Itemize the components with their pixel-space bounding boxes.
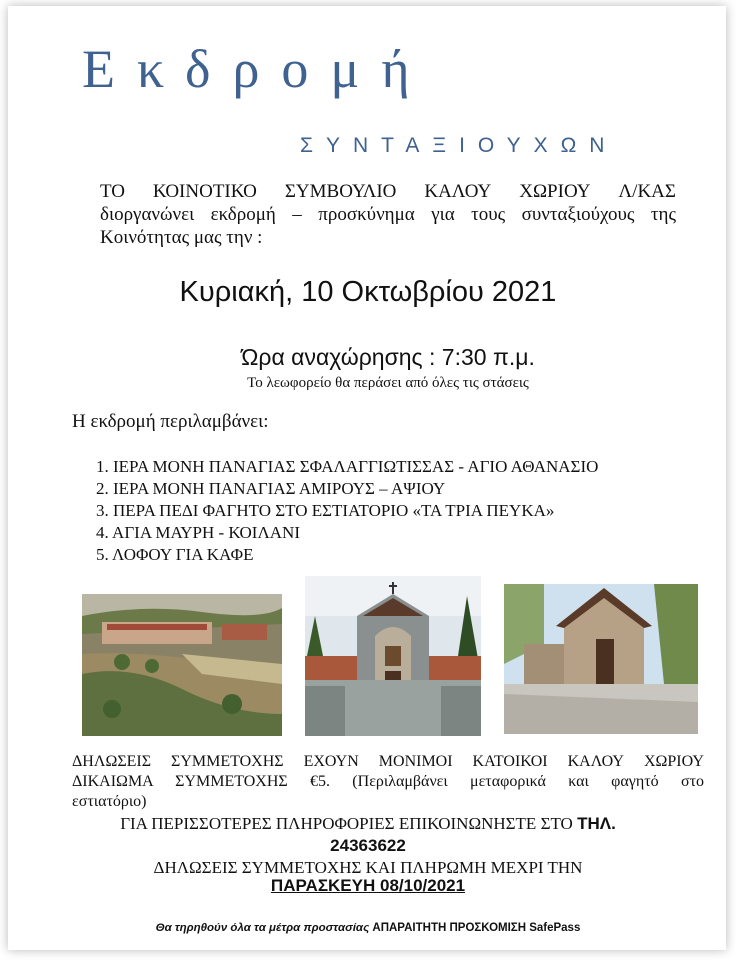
flyer-title: Εκδρομή <box>82 39 432 99</box>
terms-word: ΜΟΝΙΜΟΙ <box>378 753 453 770</box>
tel-label: ΤΗΛ. <box>577 814 616 833</box>
monastery-aerial-photo <box>82 594 282 736</box>
intro-word: Λ/ΚΑΣ <box>618 181 676 202</box>
intro-word: ΧΩΡΙΟΥ <box>519 181 591 202</box>
footer-note <box>0 922 736 934</box>
terms-line-2: ΔΙΚΑΙΩΜΑ ΣΥΜΜΕΤΟΧΗΣ €5. (Περιλαμβάνει μεταφορικά και φαγητό στο <box>72 773 704 790</box>
intro-word: ΤΟ <box>100 181 125 202</box>
terms-word: ΚΑΤΟΙΚΟΙ <box>472 753 548 770</box>
chapel-photo <box>504 584 698 734</box>
list-item: 1. ΙΕΡΑ ΜΟΝΗ ΠΑΝΑΓΙΑΣ ΣΦΑΛΑΓΓΙΩΤΙΣΣΑΣ - ΑΓΙΟ ΑΘΑΝΑΣΙΟ <box>96 457 599 476</box>
intro-word: ΣΥΜΒΟΥΛΙΟ <box>284 181 397 202</box>
itinerary-list <box>96 456 598 566</box>
intro-line-3: Κοινότητας μας την : <box>100 227 263 248</box>
terms-word: ΧΩΡΙΟΥ <box>643 753 704 770</box>
intro-word: ΚΟΙΝΟΤΙΚΟ <box>152 181 257 202</box>
includes-heading: Η εκδρομή περιλαμβάνει: <box>72 411 269 432</box>
intro-line-1 <box>100 180 676 203</box>
footer-italic: Θα τηρηθούν όλα τα μέτρα προστασίας <box>155 922 373 934</box>
contact-prefix: ΓΙΑ ΠΕΡΙΣΣΟΤΕΡΕΣ ΠΛΗΡΟΦΟΡΙΕΣ ΕΠΙΚΟΙΝΩΝΗΣΤΕ ΣΤΟ <box>120 814 578 833</box>
deadline-date: ΠΑΡΑΣΚΕΥΗ 08/10/2021 <box>270 876 466 895</box>
terms-word: ΚΑΛΟΥ <box>567 753 624 770</box>
departure-time: Ώρα αναχώρησης : 7:30 π.μ. <box>241 344 535 370</box>
footer-safepass: ΑΠΑΡΑΙΤΗΤΗ ΠΡΟΣΚΟΜΙΣΗ SafePass <box>372 922 581 934</box>
phone-number: 24363622 <box>330 836 406 855</box>
terms-word: ΕΧΟΥΝ <box>303 753 359 770</box>
flyer-subtitle: ΣΥΝΤΑΞΙΟΥΧΩΝ <box>300 134 618 157</box>
list-item: 4. ΑΓΙΑ ΜΑΥΡΗ - ΚΟΙΛΑΝΙ <box>96 523 300 542</box>
contact-info <box>0 813 736 879</box>
terms-word: ΣΥΜΜΕΤΟΧΗΣ <box>171 753 284 770</box>
list-item: 2. ΙΕΡΑ ΜΟΝΗ ΠΑΝΑΓΙΑΣ ΑΜΙΡΟΥΣ – ΑΨΙΟΥ <box>96 479 446 498</box>
church-photo <box>305 576 481 736</box>
terms-line-3: εστιατόριο) <box>72 793 147 810</box>
list-item: 3. ΠΕΡΑ ΠΕΔΙ ΦΑΓΗΤΟ ΣΤΟ ΕΣΤΙΑΤΟΡΙΟ «ΤΑ ΤΡΙΑ ΠΕΥΚΑ» <box>96 501 555 520</box>
list-item: 5. ΛΟΦΟΥ ΓΙΑ ΚΑΦΕ <box>96 545 254 564</box>
intro-word: ΚΑΛΟΥ <box>424 181 492 202</box>
trip-date: Κυριακή, 10 Οκτωβρίου 2021 <box>179 276 557 308</box>
terms-line-1 <box>72 752 704 772</box>
terms-word: ΔΗΛΩΣΕΙΣ <box>72 753 152 770</box>
contact-line <box>0 813 736 835</box>
deadline-intro: ΔΗΛΩΣΕΙΣ ΣΥΜΜΕΤΟΧΗΣ ΚΑΙ ΠΛΗΡΩΜΗ ΜΕΧΡΙ ΤΗΝ <box>153 858 583 877</box>
intro-paragraph <box>100 180 676 249</box>
bus-stops-note: Το λεωφορείο θα περάσει από όλες τις στάσεις <box>247 375 529 391</box>
participation-terms <box>72 752 704 812</box>
intro-line-2: διοργανώνει εκδρομή – προσκύνημα για τους συνταξιούχους της <box>100 204 676 225</box>
